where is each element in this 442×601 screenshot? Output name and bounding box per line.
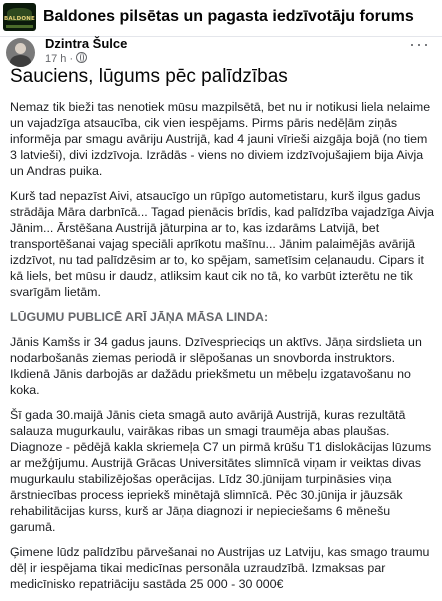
group-name-link[interactable]: Baldones pilsētas un pagasta iedzīvotāju forums xyxy=(43,8,414,25)
avatar-head xyxy=(15,43,26,54)
post-paragraph: Nemaz tik bieži tas nenotiek mūsu mazpilsētā, bet nu ir notikusi liela nelaime un vajadzīga atsaucība, cik vien iespējams. Pirms pāris nedēļām ziņās informēja par smagu avāriju Austrijā, kad 4 jauni vīrieši aizgāja bojā (no tiem 3 latvieši), divi izdzīvoja. Izrādās - viens no diviem izdzīvojušajiem bija Aivja un Andras puika. xyxy=(10,100,431,178)
post-time[interactable]: 17 h · xyxy=(45,53,74,65)
group-header xyxy=(0,0,442,37)
group-thumbnail[interactable] xyxy=(3,3,36,31)
group-thumbnail-logo: BALDONE xyxy=(4,16,35,22)
author-name[interactable]: Dzintra Šulce xyxy=(45,36,128,51)
post-meta xyxy=(45,52,87,65)
post-title: Sauciens, lūgums pēc palīdzības xyxy=(10,66,288,87)
post-paragraph: Kurš tad nepazīst Aivi, atsaucīgo un rūpīgo autometistaru, kurš ilgus gadus strādāja Māra darbnīcā... Tagad pienācis brīdis, kad palīdzība vajadzīga Aivja Jānim... Ārstēšana Austrijā jāturpina ar to, kas izdarāms Latvijā, bet transportēšanai vajag speciāli aprīkotu mašīnu... Jānim palaimējās avārijā izdzīvot, nu tad palīdzēsim ar to, ko spējam, sametīsim ceļanaudu. Cipars it kā liels, bet mūsu ir daudz, atliksim kaut cik no tā, ko varbūt izterētu ne tik svarīgām lietām. xyxy=(10,189,435,299)
post-subheading: LŪGUMU PUBLICĒ ARĪ JĀŅA MĀSA LINDA: xyxy=(10,310,269,324)
post-paragraph: Jānis Kamšs ir 34 gadus jauns. Dzīvesprieciqs un aktīvs. Jāņa sirdslieta un nodarbošanās ziemas periodā ir slēpošanas un snovborda instruktors. Ikdienā Jānis darbojās ar dažādu priekšmetu un mēbeļu izgatavošanu no koka. xyxy=(10,335,422,397)
post-body xyxy=(10,99,435,601)
post-header xyxy=(0,36,442,66)
post-paragraph: Šī gada 30.maijā Jānis cieta smagā auto avārijā Austrijā, kuras rezultātā salauza mugurkaulu, vairākas ribas un smagi traumēja abas plaušas. Diagnoze - pēdējā kakla skriemeļa C7 un pirmā krūšu T1 dislokācijas lūzums ar mežģījumu. Austrijā Grācas Universitātes slimnīcā viņam ir veiktas divas mugurkaulu stabilizējošas operācijas. Līdz 30.jūnijam turpināsies viņa ārstniecības process iepriekš minētajā slimnīcā. Pēc 30.jūnija ir jāuzsāk rehabilitācijas kurss, kurš ar Jāņa diagnozi ir nepieciešams 6 mēnešu garumā. xyxy=(10,408,432,534)
thumbnail-strip xyxy=(6,25,33,28)
post-paragraph: Ģimene lūdz palīdzību pārvešanai no Austrijas uz Latviju, kas smago traumu dēļ ir iespējama tikai medicīnas personāla uzraudzībā. Izmaksas par medicīnisko repatriāciju sastāda 25 000 - 30 000€ xyxy=(10,545,430,591)
avatar[interactable] xyxy=(6,38,35,67)
globe-icon xyxy=(76,52,87,63)
more-options-icon[interactable]: ··· xyxy=(409,34,430,54)
